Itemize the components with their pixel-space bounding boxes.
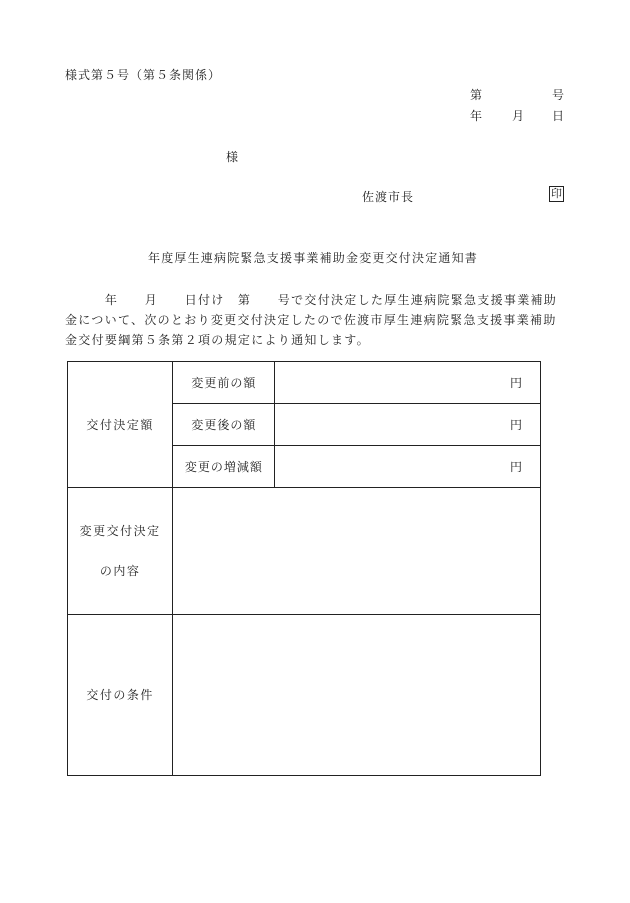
grant-decision-table xyxy=(67,361,541,776)
amount-before-field: 円 xyxy=(275,362,541,404)
addressee-honorific: 様 xyxy=(226,150,239,164)
date-month-label: 月 xyxy=(512,109,525,123)
seal-mark: 印 xyxy=(551,187,562,200)
table-row xyxy=(68,362,541,404)
change-content-label xyxy=(68,488,173,614)
date-day-label: 日 xyxy=(552,109,565,123)
conditions-field xyxy=(173,614,541,775)
amount-change-field: 円 xyxy=(275,446,541,488)
amount-before-label: 変更前の額 xyxy=(173,362,275,404)
grant-amount-label: 交付決定額 xyxy=(68,362,173,488)
issuer-title: 佐渡市長 xyxy=(362,190,415,204)
notice-body-line: 年 月 日付け 第 号で交付決定した厚生連病院緊急支援事業補助 xyxy=(65,293,558,307)
document-number-suffix: 号 xyxy=(552,88,565,102)
form-number: 様式第５号（第５条関係） xyxy=(65,68,222,82)
conditions-label: 交付の条件 xyxy=(68,614,173,775)
notice-body xyxy=(65,290,565,350)
change-content-label-line1: 変更交付決定 xyxy=(79,523,161,538)
amount-after-label: 変更後の額 xyxy=(173,404,275,446)
document-number-prefix: 第 xyxy=(470,88,483,102)
change-content-label-line2: の内容 xyxy=(99,563,141,578)
notice-body-line: 金について、次のとおり変更交付決定したので佐渡市厚生連病院緊急支援事業補助 xyxy=(65,313,557,327)
amount-after-field: 円 xyxy=(275,404,541,446)
date-year-label: 年 xyxy=(470,109,483,123)
notice-body-line: 金交付要綱第５条第２項の規定により通知します。 xyxy=(65,333,370,347)
amount-change-label: 変更の増減額 xyxy=(173,446,275,488)
table-row xyxy=(68,614,541,775)
change-content-field xyxy=(173,488,541,614)
document-title: 年度厚生連病院緊急支援事業補助金変更交付決定通知書 xyxy=(148,251,479,265)
table-row xyxy=(68,488,541,614)
